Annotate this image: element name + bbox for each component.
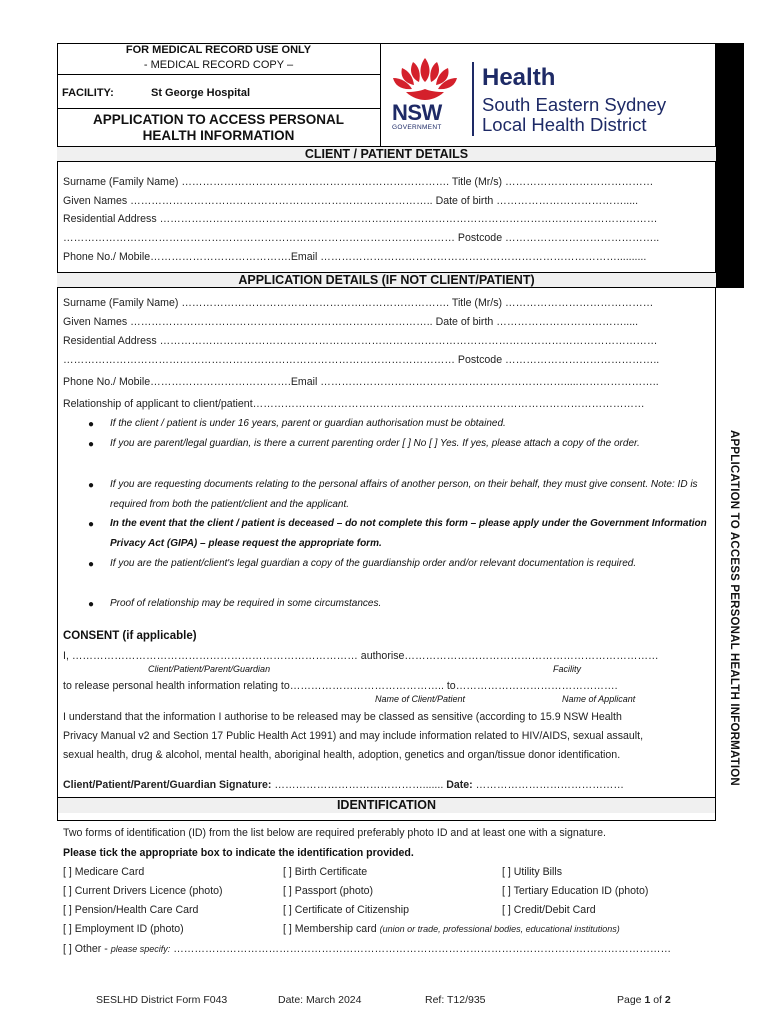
applicant-given-names-field[interactable]: Given Names ………………………………………………………………………….. Date of birth ………………………………..... (63, 316, 639, 328)
record-use-line: FOR MEDICAL RECORD USE ONLY (125, 44, 312, 56)
page-mid: of (650, 994, 665, 1006)
identification-instruction: Please tick the appropriate box to indicate the identification provided. (63, 847, 414, 859)
signature-label: Client/Patient/Parent/Guardian Signature: (63, 779, 272, 791)
footer-page (617, 994, 671, 1006)
bullet-marker: ● (88, 419, 95, 430)
client-details-heading: CLIENT / PATIENT DETAILS (57, 146, 716, 162)
consent-paragraph-line1: I understand that the information I authorise to be released may be classed as sensitive (according to 15.9 NSW Health (63, 711, 622, 723)
bullet-deceased: In the event that the client / patient is deceased – do not complete this form – please apply under the Government Information Privacy Act (GIPA) – please request the appropriate form. (110, 518, 707, 549)
bullet-marker: ● (88, 480, 95, 491)
bullet-marker: ● (88, 559, 95, 570)
id-other-label[interactable]: [ ] Other - (63, 943, 108, 955)
nsw-waratah-logo (388, 56, 463, 136)
bullet-marker: ● (88, 519, 95, 530)
applicant-postcode-field[interactable]: ………………………………………………………………………………………………… Postcode …………………………………….. (63, 354, 660, 366)
id-membership-card-row[interactable] (283, 923, 620, 935)
client-phone-email-field[interactable]: Phone No./ Mobile………………………………….Email ………………………………………………………………………….......... (63, 251, 647, 263)
id-utility-bills[interactable]: [ ] Utility Bills (502, 866, 563, 878)
consent-release-field[interactable]: to release personal health information relating to…………………………………….. to………………………………………. (63, 680, 618, 692)
date-field[interactable]: …………………………………… (475, 779, 624, 791)
page-number: 1 (644, 994, 651, 1006)
consent-paragraph-line2: Privacy Manual v2 and Section 17 Public Health Act 1991) and may include information related to HIV/AIDS, sexual assault, (63, 730, 644, 742)
consent-sub-applicant: Name of Applicant (562, 694, 636, 704)
other-specify-field[interactable]: …………………………………………………………………………………………………………………………… (173, 943, 672, 955)
government-label: GOVERNMENT (392, 124, 442, 131)
id-birth-certificate[interactable]: [ ] Birth Certificate (283, 866, 368, 878)
logo-divider (472, 62, 474, 136)
waratah-icon (388, 56, 463, 104)
application-details-heading: APPLICATION DETAILS (IF NOT CLIENT/PATIENT) (57, 272, 716, 288)
consent-paragraph-line3: sexual health, drug & alcohol, mental health, aboriginal health, adoption, genetics and organ/tissue donor identification. (63, 749, 621, 761)
health-wordmark: Health (482, 64, 556, 91)
consent-authorise-field[interactable]: I, ……………………………………………………………………… authorise……………………………………………………………… (63, 650, 659, 662)
id-tertiary-education[interactable]: [ ] Tertiary Education ID (photo) (502, 885, 649, 897)
client-given-names-field[interactable]: Given Names ………………………………………………………………………….. Date of birth ………………………………..... (63, 195, 639, 207)
bullet-parenting-order: If you are parent/legal guardian, is there a current parenting order [ ] No [ ] Yes. If yes, please attach a copy of the order. (110, 438, 640, 449)
identification-box-edge (57, 797, 716, 821)
header-divider (57, 108, 380, 109)
bullet-legal-guardian: If you are the patient/client's legal guardian a copy of the guardianship order and/or relevant documentation is required. (110, 558, 637, 569)
applicant-address-field[interactable]: Residential Address …………………………………………………………………………………………………………………………… (63, 335, 658, 347)
id-drivers-licence[interactable]: [ ] Current Drivers Licence (photo) (63, 885, 223, 897)
side-title: APPLICATION TO ACCESS PERSONAL HEALTH INFORMATION (728, 430, 740, 786)
form-title-line1: APPLICATION TO ACCESS PERSONAL (92, 112, 345, 127)
client-surname-field[interactable]: Surname (Family Name) …………………………………………………………………. Title (Mr/s) …………………………………… (63, 176, 654, 188)
membership-note: (union or trade, professional bodies, educational institutions) (379, 924, 620, 934)
date-label: Date: (446, 779, 473, 791)
consent-sub-client-name: Name of Client/Patient (375, 694, 466, 704)
record-copy-line: - MEDICAL RECORD COPY – (143, 59, 294, 71)
identification-heading: IDENTIFICATION (57, 797, 716, 813)
id-membership-card[interactable]: [ ] Membership card (283, 923, 377, 935)
signature-row[interactable] (63, 779, 624, 791)
district-name-line1: South Eastern Sydney (482, 94, 667, 115)
consent-sub-facility: Facility (553, 664, 582, 674)
facility-value: St George Hospital (151, 87, 251, 99)
bullet-under-16: If the client / patient is under 16 years, parent or guardian authorisation must be obtained. (110, 418, 506, 429)
other-specify-label: please specify: (110, 944, 171, 954)
header-divider (57, 74, 380, 75)
applicant-surname-field[interactable]: Surname (Family Name) …………………………………………………………………. Title (Mr/s) …………………………………… (63, 297, 654, 309)
client-postcode-field[interactable]: ………………………………………………………………………………………………… Postcode …………………………………….. (63, 232, 660, 244)
black-side-tab (716, 43, 744, 288)
header-vertical-divider (380, 43, 381, 146)
relationship-field[interactable]: Relationship of applicant to client/patient………………………………………………………………………………………………… (63, 398, 645, 410)
bullet-another-person: If you are requesting documents relating to the personal affairs of another person, on their behalf, they must give consent. Note: ID is required from both the patient/client and the applicant. (110, 479, 698, 510)
consent-heading: CONSENT (if applicable) (63, 630, 197, 642)
id-employment-id[interactable]: [ ] Employment ID (photo) (63, 923, 184, 935)
id-citizenship-certificate[interactable]: [ ] Certificate of Citizenship (283, 904, 409, 916)
footer-form-number: SESLHD District Form F043 (96, 994, 228, 1006)
form-title-line2: HEALTH INFORMATION (142, 128, 295, 143)
bullet-marker: ● (88, 439, 95, 450)
signature-field[interactable]: ……………………………………....... (274, 779, 447, 791)
applicant-phone-email-field[interactable]: Phone No./ Mobile………………………………….Email …………………………………………………………….....………………….. (63, 376, 659, 388)
nsw-wordmark: NSW (392, 100, 442, 125)
facility-label: FACILITY: (62, 87, 114, 99)
id-pension-card[interactable]: [ ] Pension/Health Care Card (63, 904, 199, 916)
footer-ref: Ref: T12/935 (425, 994, 486, 1006)
side-title-container (722, 430, 742, 840)
bullet-marker: ● (88, 599, 95, 610)
footer-date: Date: March 2024 (278, 994, 362, 1006)
district-name-line2: Local Health District (482, 114, 647, 135)
id-passport[interactable]: [ ] Passport (photo) (283, 885, 374, 897)
identification-intro: Two forms of identification (ID) from the list below are required preferably photo ID and at least one with a signature. (63, 827, 606, 839)
consent-sub-client: Client/Patient/Parent/Guardian (148, 664, 271, 674)
id-other-row[interactable] (63, 943, 671, 955)
page-total: 2 (664, 994, 671, 1006)
page-prefix: Page (617, 994, 645, 1006)
id-credit-debit-card[interactable]: [ ] Credit/Debit Card (502, 904, 596, 916)
id-medicare-card[interactable]: [ ] Medicare Card (63, 866, 145, 878)
client-address-field[interactable]: Residential Address …………………………………………………………………………………………………………………………… (63, 213, 658, 225)
bullet-proof-relationship: Proof of relationship may be required in some circumstances. (110, 598, 382, 609)
